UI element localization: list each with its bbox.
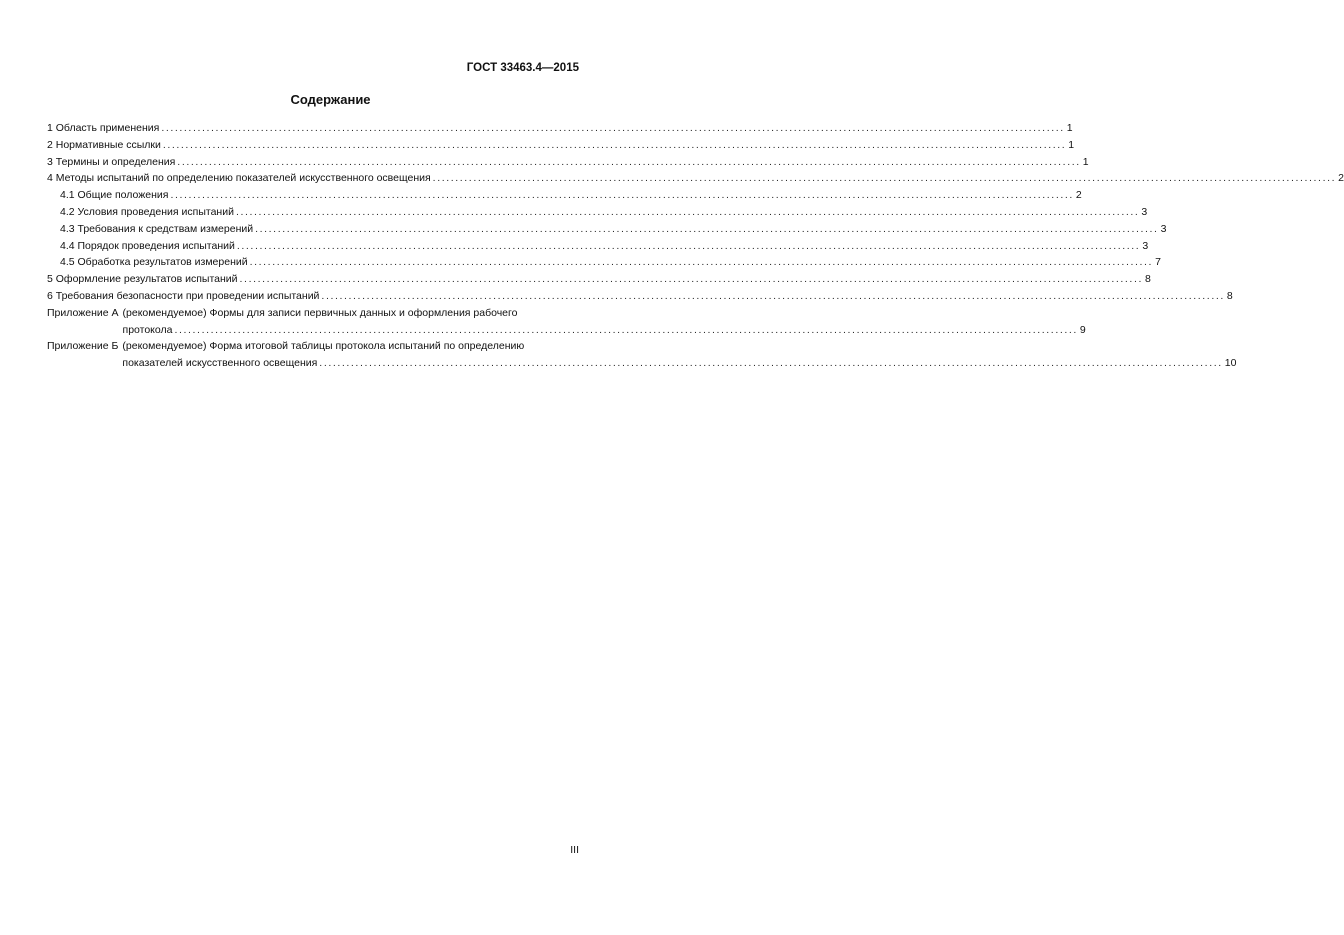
toc-entry-page: 3 [1142,239,1149,252]
toc-subentry[interactable] [47,204,1148,221]
toc-entry-title: 5 Оформление результатов испытаний [47,273,238,286]
toc-entry-page: 1 [1068,138,1075,151]
toc-entry-title: 6 Требования безопасности при проведении испытаний [47,289,320,302]
toc-entry-title: 4.3 Требования к средствам измерений [60,222,254,235]
toc-appendix-b[interactable] [47,338,1237,372]
toc-entry-page: 3 [1141,205,1148,218]
leader-dots: ........................................................................................................................................................................................................ [170,189,1074,202]
toc-entry[interactable] [47,120,1073,137]
toc-entry-title: 1 Область применения [47,122,160,134]
toc-subentry[interactable] [47,238,1149,255]
toc-entry-page: 8 [1144,273,1151,286]
leader-dots: ........................................................................................................................................................................................................ [162,138,1067,151]
toc-entry-page: 1 [1066,122,1073,134]
appendix-title-line2: протокола [122,323,173,336]
toc-entry[interactable] [47,271,1151,288]
appendix-label: Приложение А [47,306,119,319]
leader-dots: ........................................................................................................................................................................................................ [236,239,1141,252]
leader-dots: ........................................................................................................................................................................................................ [255,222,1159,235]
toc-entry[interactable] [47,170,1344,187]
toc-entry-page: 10 [1224,357,1237,370]
leader-dots: ........................................................................................................................................................................................................ [432,172,1337,185]
toc-entry-title: 2 Нормативные ссылки [47,138,161,151]
page-title: Содержание [290,92,371,107]
toc-entry-title: 3 Термины и определения [47,155,176,168]
toc-entry[interactable] [47,288,1233,305]
toc-entry-title: 4.2 Условия проведения испытаний [60,205,234,218]
leader-dots: ........................................................................................................................................................................................................ [321,289,1225,302]
appendix-title-line2-row [123,322,1086,339]
leader-dots: ........................................................................................................................................................................................................ [235,205,1140,218]
leader-dots: ........................................................................................................................................................................................................ [177,155,1081,168]
toc-entry-title: 4.1 Общие положения [60,189,169,202]
leader-dots: ........................................................................................................................................................................................................ [249,256,1154,269]
toc-entry-page: 1 [1082,155,1089,168]
toc-entry-page: 8 [1226,289,1233,302]
toc-subentry[interactable] [47,254,1161,271]
toc-subentry[interactable] [47,221,1167,238]
toc-entry-page: 3 [1160,222,1167,235]
document-header: ГОСТ 33463.4—2015 [466,62,579,74]
appendix-title-line1: (рекомендуемое) Формы для записи первичных данных и оформления рабочего [122,306,518,319]
leader-dots: ........................................................................................................................................................................................................ [161,122,1065,134]
toc-entry-page: 2 [1338,172,1344,185]
toc-entry-title: 4 Методы испытаний по определению показателей искусственного освещения [47,172,431,185]
appendix-title-line1: (рекомендуемое) Форма итоговой таблицы протокола испытаний по определению [122,340,525,353]
toc-subentry[interactable] [47,187,1082,204]
toc-entry-title: 4.5 Обработка результатов измерений [60,256,248,269]
toc-entry-title: 4.4 Порядок проведения испытаний [60,239,235,252]
table-of-contents [47,120,1344,372]
appendix-title-line2: показателей искусственного освещения [122,357,318,370]
toc-appendix-a[interactable] [47,305,1086,339]
appendix-body [122,338,1236,372]
appendix-body [123,305,1086,339]
leader-dots: ........................................................................................................................................................................................................ [319,357,1223,370]
toc-entry-page: 2 [1075,189,1082,202]
page-number: III [570,844,579,856]
toc-entry[interactable] [47,154,1089,171]
toc-entry-page: 9 [1079,323,1086,336]
toc-entry[interactable] [47,137,1075,154]
leader-dots: ........................................................................................................................................................................................................ [174,323,1078,336]
appendix-title-line2-row [122,355,1236,372]
leader-dots: ........................................................................................................................................................................................................ [239,273,1143,286]
toc-entry-page: 7 [1155,256,1161,269]
appendix-label: Приложение Б [47,340,119,353]
